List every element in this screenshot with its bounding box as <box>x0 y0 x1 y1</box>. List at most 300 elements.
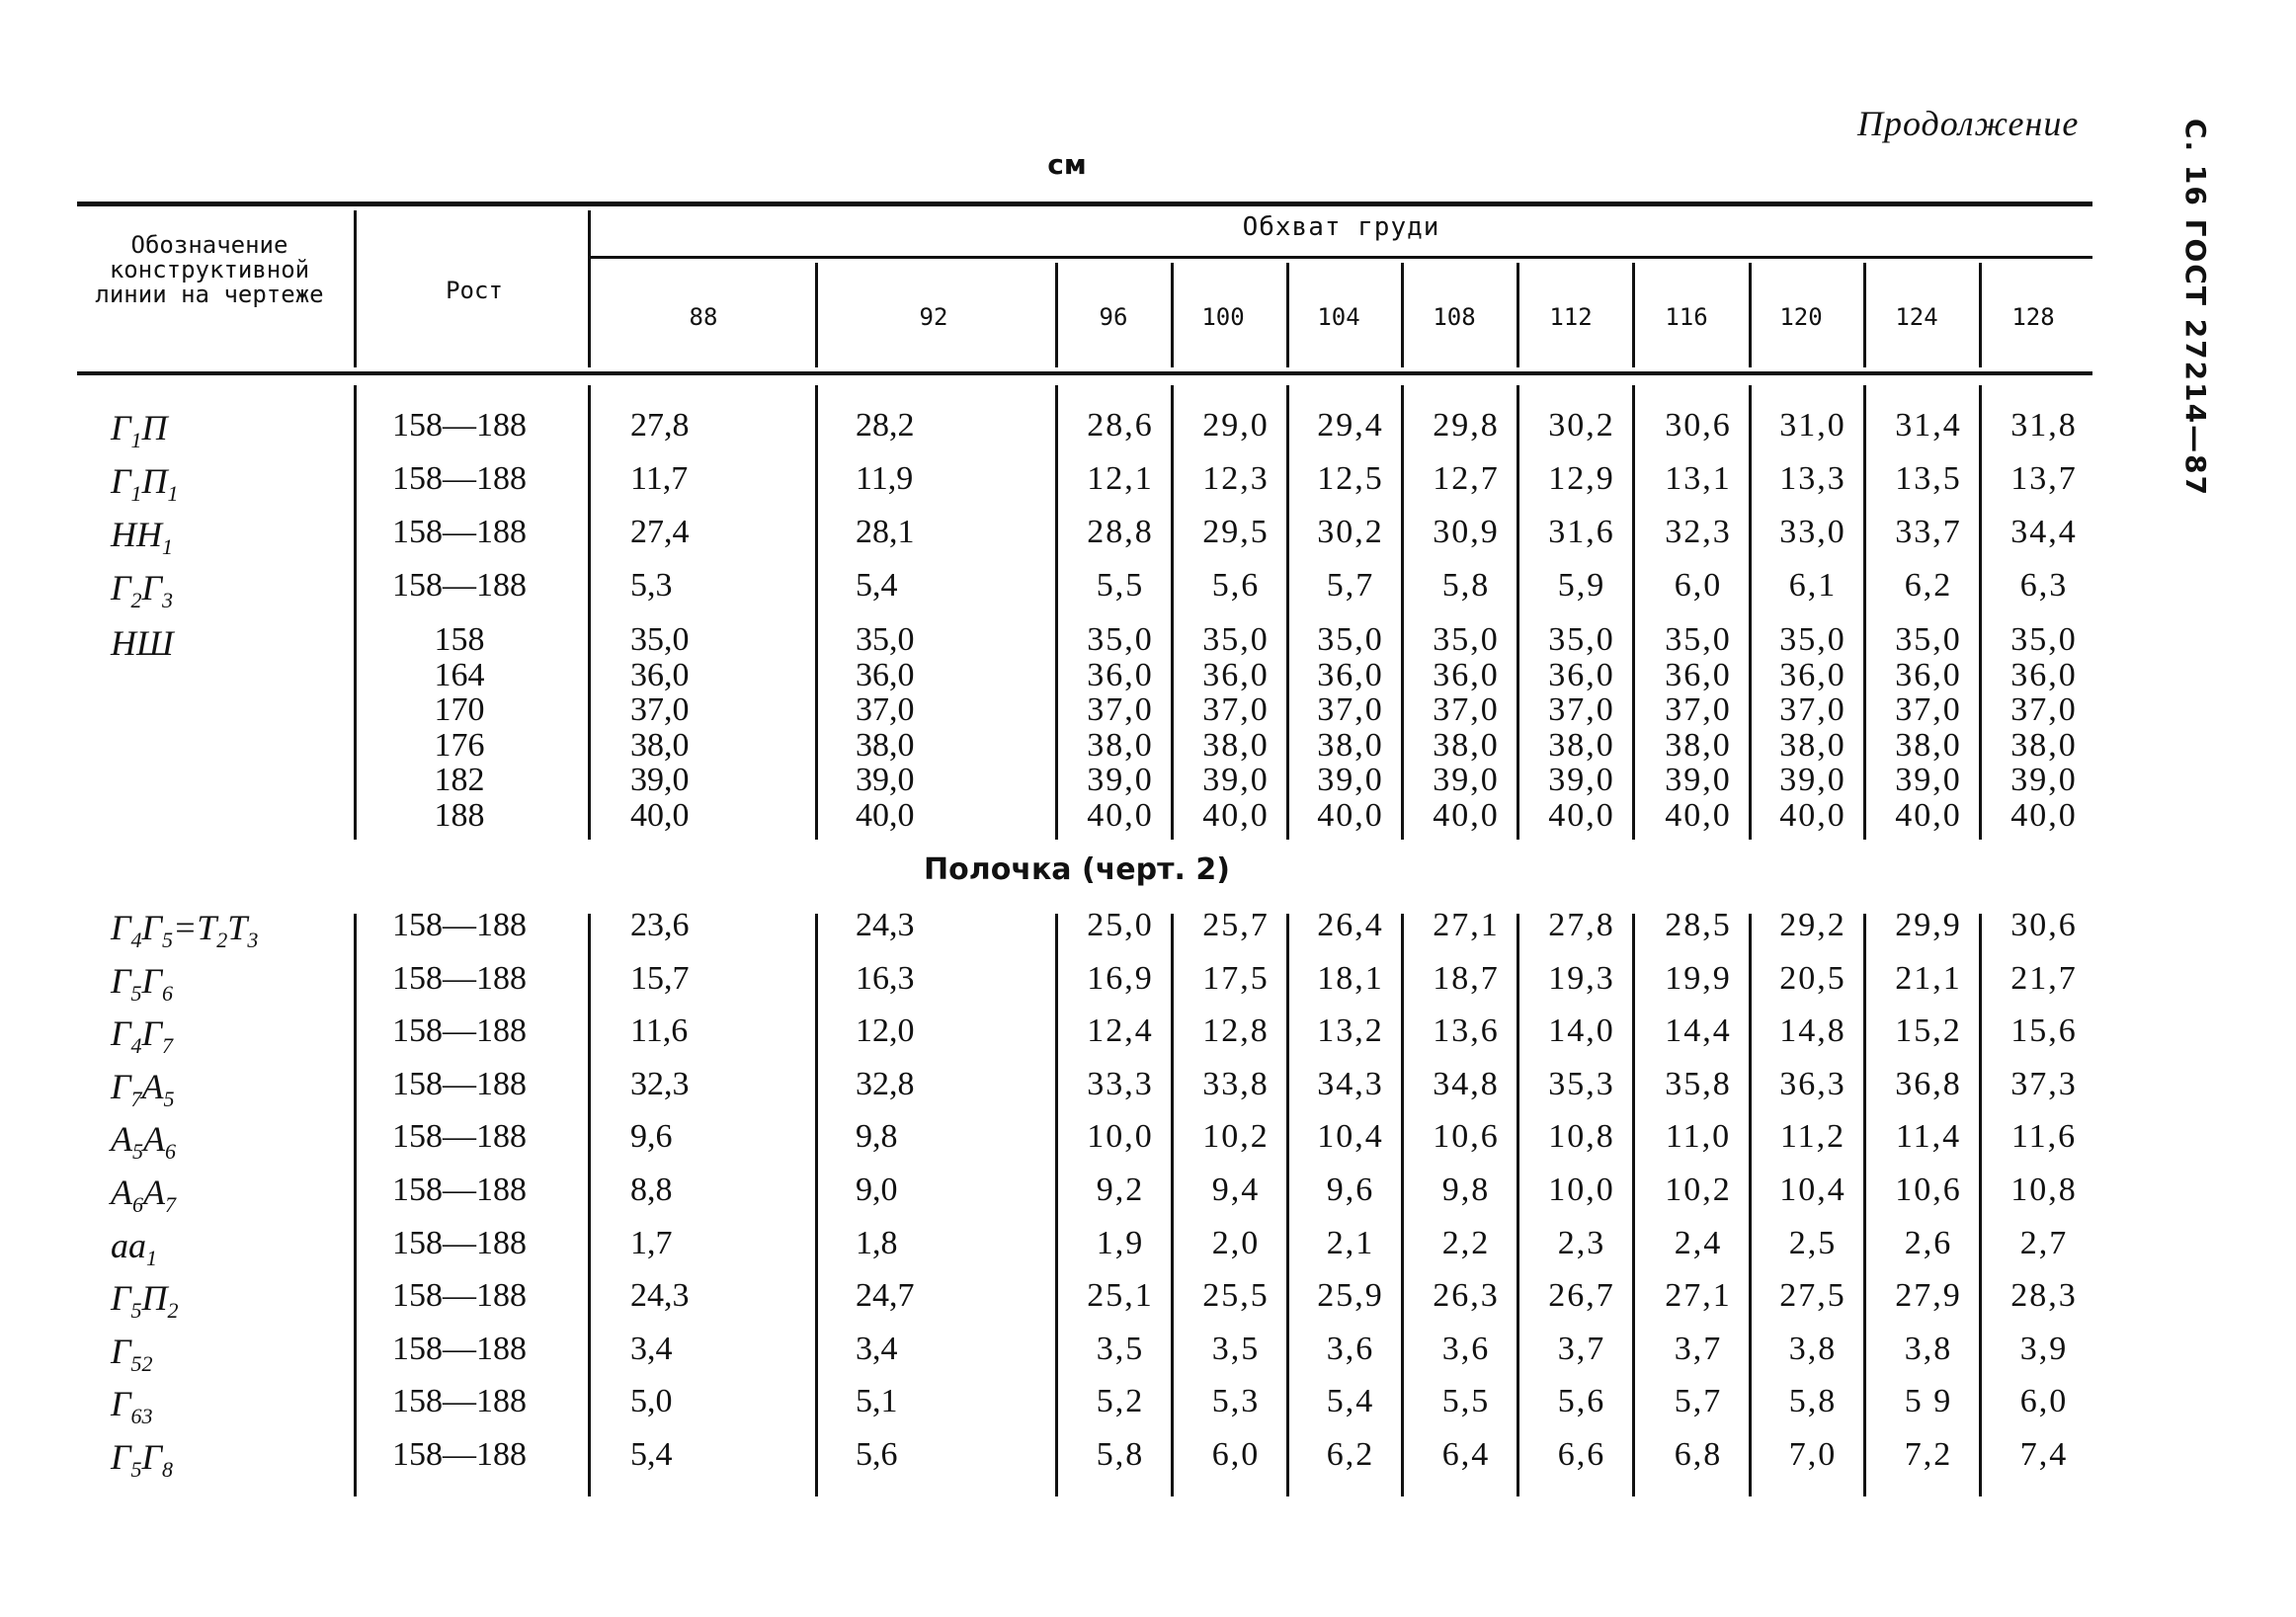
row-designation: $аа_1$ <box>111 1225 157 1270</box>
table-row <box>0 407 2296 460</box>
table-cell: 28,2 <box>856 407 915 444</box>
nsh-height: 164 <box>434 656 485 693</box>
table-cell: 38,0 <box>856 726 915 764</box>
nsh-column <box>630 622 747 833</box>
table-cell: 9,6 <box>1326 1172 1375 1208</box>
table-cell: 17,5 <box>1202 959 1270 997</box>
row-designation: $Г_4Г_7$ <box>111 1013 173 1059</box>
table-cell: 34,4 <box>2010 514 2078 550</box>
table-cell: 15,7 <box>630 959 690 997</box>
nsh-column <box>1408 622 1524 833</box>
table-cell: 39,0 <box>1548 762 1615 798</box>
row-height: 158—188 <box>392 407 527 444</box>
table-cell: 13,7 <box>2010 460 2078 497</box>
table-cell: 38,0 <box>1202 726 1270 764</box>
table-cell: 13,3 <box>1779 460 1846 497</box>
table-cell: 5,6 <box>856 1436 898 1473</box>
chest-size-header: 108 <box>1433 303 1476 331</box>
table-cell: 39,0 <box>1779 762 1846 798</box>
table-cell: 10,8 <box>1548 1118 1615 1156</box>
table-cell: 37,0 <box>1202 691 1270 728</box>
chest-subheader-rule <box>588 256 2092 259</box>
top-rule <box>77 202 2092 206</box>
table-cell: 35,0 <box>1779 621 1846 658</box>
chest-size-header: 128 <box>2011 303 2055 331</box>
table-row <box>0 460 2296 514</box>
table-cell: 38,0 <box>1433 726 1500 764</box>
table-cell: 35,0 <box>1665 621 1732 658</box>
table-row <box>0 1331 2296 1384</box>
table-cell: 5,4 <box>1326 1383 1375 1420</box>
table-cell: 9,4 <box>1211 1172 1261 1208</box>
table-cell: 33,8 <box>1202 1065 1270 1102</box>
side-page-header: С. 16 ГОСТ 27214—87 <box>2179 119 2212 498</box>
table-row <box>0 907 2296 960</box>
table-cell: 26,7 <box>1548 1277 1615 1315</box>
table-cell: 38,0 <box>1317 726 1384 764</box>
table-cell: 7,4 <box>2019 1436 2069 1473</box>
row-height: 158—188 <box>392 1012 527 1050</box>
nsh-column <box>1640 622 1757 833</box>
table-cell: 20,5 <box>1779 959 1846 997</box>
table-cell: 27,8 <box>1548 907 1615 943</box>
table-cell: 1,7 <box>630 1224 673 1261</box>
table-cell: 31,0 <box>1779 407 1846 444</box>
table-row <box>0 1225 2296 1278</box>
table-cell: 35,0 <box>1087 621 1154 658</box>
nsh-height: 158 <box>434 621 485 658</box>
table-cell: 13,5 <box>1895 460 1962 497</box>
table-cell: 40,0 <box>1779 796 1846 834</box>
table-row <box>0 1066 2296 1119</box>
header-divider <box>1863 263 1866 367</box>
table-cell: 9,6 <box>630 1118 673 1156</box>
table-cell: 36,0 <box>2010 656 2078 693</box>
table-cell: 28,8 <box>1087 514 1154 550</box>
table-cell: 32,8 <box>856 1065 915 1102</box>
table-cell: 35,0 <box>856 621 915 658</box>
table-row <box>0 1012 2296 1066</box>
table-row <box>0 567 2296 620</box>
row-designation: $Г_1П_1$ <box>111 461 179 507</box>
nsh-height: 188 <box>434 796 485 834</box>
table-cell: 10,2 <box>1202 1118 1270 1156</box>
header-divider <box>1632 263 1635 367</box>
table-cell: 36,0 <box>1433 656 1500 693</box>
table-cell: 3,6 <box>1441 1330 1491 1367</box>
row-designation: $А_5А_6$ <box>111 1119 176 1165</box>
table-cell: 3,6 <box>1326 1330 1375 1367</box>
header-divider <box>1171 263 1174 367</box>
table-cell: 38,0 <box>1548 726 1615 764</box>
table-cell: 1,8 <box>856 1224 898 1261</box>
row-height: 158—188 <box>392 907 527 943</box>
header-divider <box>1749 263 1752 367</box>
table-cell: 36,8 <box>1895 1065 1962 1102</box>
row-height: 158—188 <box>392 959 527 997</box>
designation-header: Обозначение конструктивной линии на чертеже <box>95 231 324 309</box>
row-designation: $Г_4Г_5=Т_2Т_3$ <box>111 908 259 953</box>
table-cell: 36,0 <box>1779 656 1846 693</box>
chest-size-header: 124 <box>1895 303 1938 331</box>
row-designation: $Г_5П_2$ <box>111 1278 179 1324</box>
table-cell: 23,6 <box>630 907 690 943</box>
nsh-column <box>1986 622 2102 833</box>
header-divider <box>1401 263 1404 367</box>
table-cell: 12,4 <box>1087 1012 1154 1050</box>
table-cell: 3,9 <box>2019 1330 2069 1367</box>
table-cell: 2,1 <box>1326 1224 1375 1261</box>
table-cell: 39,0 <box>1895 762 1962 798</box>
row-designation: $Г_{63}$ <box>111 1384 153 1429</box>
table-cell: 5,1 <box>856 1383 898 1420</box>
table-cell: 5,7 <box>1326 567 1375 604</box>
table-cell: 39,0 <box>1433 762 1500 798</box>
table-cell: 5,9 <box>1557 567 1606 604</box>
table-cell: 24,3 <box>856 907 915 943</box>
table-cell: 18,7 <box>1433 959 1500 997</box>
nsh-column <box>1178 622 1294 833</box>
table-cell: 29,4 <box>1317 407 1384 444</box>
table-row <box>0 1172 2296 1225</box>
table-cell: 29,8 <box>1433 407 1500 444</box>
table-cell: 27,1 <box>1665 1277 1732 1315</box>
table-cell: 2,6 <box>1904 1224 1953 1261</box>
table-cell: 37,0 <box>1548 691 1615 728</box>
table-cell: 36,0 <box>1202 656 1270 693</box>
table-cell: 38,0 <box>630 726 690 764</box>
table-cell: 35,8 <box>1665 1065 1732 1102</box>
chest-size-header: 112 <box>1549 303 1593 331</box>
chest-size-header: 104 <box>1317 303 1360 331</box>
nsh-height: 170 <box>434 691 485 728</box>
table-cell: 36,0 <box>1087 656 1154 693</box>
table-cell: 37,0 <box>1895 691 1962 728</box>
table-cell: 11,6 <box>2010 1118 2078 1156</box>
row-designation: $Г_5Г_6$ <box>111 960 173 1006</box>
table-cell: 29,9 <box>1895 907 1962 943</box>
nsh-column <box>1062 622 1179 833</box>
table-cell: 33,7 <box>1895 514 1962 550</box>
table-cell: 6,8 <box>1674 1436 1723 1473</box>
table-cell: 3,7 <box>1557 1330 1606 1367</box>
chest-size-header: 92 <box>919 303 948 331</box>
table-cell: 12,5 <box>1317 460 1384 497</box>
table-cell: 40,0 <box>1895 796 1962 834</box>
row-height: 158—188 <box>392 1172 527 1208</box>
table-cell: 27,8 <box>630 407 690 444</box>
row-height: 158—188 <box>392 1436 527 1473</box>
table-cell: 37,0 <box>2010 691 2078 728</box>
table-cell: 3,8 <box>1904 1330 1953 1367</box>
table-cell: 11,4 <box>1895 1118 1962 1156</box>
table-cell: 40,0 <box>1087 796 1154 834</box>
table-cell: 25,5 <box>1202 1277 1270 1315</box>
table-cell: 28,5 <box>1665 907 1732 943</box>
table-cell: 6,3 <box>2019 567 2069 604</box>
row-height: 158—188 <box>392 1118 527 1156</box>
table-cell: 6,0 <box>1211 1436 1261 1473</box>
row-designation: $Г_{52}$ <box>111 1331 153 1376</box>
table-cell: 36,0 <box>1665 656 1732 693</box>
table-cell: 5,3 <box>1211 1383 1261 1420</box>
table-cell: 39,0 <box>1202 762 1270 798</box>
table-cell: 14,8 <box>1779 1012 1846 1050</box>
table-cell: 27,1 <box>1433 907 1500 943</box>
row-height: 158—188 <box>392 514 527 550</box>
table-cell: 3,4 <box>630 1330 673 1367</box>
row-designation: $Г_7А_5$ <box>111 1066 175 1111</box>
table-cell: 21,7 <box>2010 959 2078 997</box>
table-cell: 36,3 <box>1779 1065 1846 1102</box>
row-designation: НШ <box>111 623 174 663</box>
table-cell: 30,6 <box>1665 407 1732 444</box>
table-cell: 30,2 <box>1548 407 1615 444</box>
table-cell: 40,0 <box>630 796 690 834</box>
table-cell: 5,6 <box>1211 567 1261 604</box>
table-cell: 9,8 <box>1441 1172 1491 1208</box>
table-cell: 37,0 <box>1779 691 1846 728</box>
table-cell: 1,9 <box>1096 1224 1145 1261</box>
table-cell: 38,0 <box>1665 726 1732 764</box>
table-cell: 15,2 <box>1895 1012 1962 1050</box>
table-cell: 10,6 <box>1895 1172 1962 1208</box>
table-cell: 9,2 <box>1096 1172 1145 1208</box>
row-designation: $НН_1$ <box>111 515 173 560</box>
table-cell: 35,0 <box>1433 621 1500 658</box>
table-cell: 12,9 <box>1548 460 1615 497</box>
nsh-column <box>1292 622 1409 833</box>
table-cell: 5,3 <box>630 567 673 604</box>
table-cell: 5,6 <box>1557 1383 1606 1420</box>
row-height: 158—188 <box>392 1277 527 1315</box>
table-cell: 5,4 <box>856 567 898 604</box>
table-cell: 37,0 <box>1665 691 1732 728</box>
table-cell: 5,0 <box>630 1383 673 1420</box>
row-designation: $Г_2Г_3$ <box>111 568 173 613</box>
nsh-column <box>1523 622 1640 833</box>
table-cell: 19,3 <box>1548 959 1615 997</box>
chest-size-header: 116 <box>1665 303 1708 331</box>
table-cell: 9,0 <box>856 1172 898 1208</box>
table-cell: 31,6 <box>1548 514 1615 550</box>
table-cell: 10,2 <box>1665 1172 1732 1208</box>
table-cell: 3,5 <box>1211 1330 1261 1367</box>
table-cell: 34,8 <box>1433 1065 1500 1102</box>
table-cell: 7,0 <box>1788 1436 1838 1473</box>
table-cell: 30,9 <box>1433 514 1500 550</box>
table-cell: 39,0 <box>630 762 690 798</box>
table-cell: 26,3 <box>1433 1277 1500 1315</box>
table-cell: 36,0 <box>1895 656 1962 693</box>
table-cell: 25,7 <box>1202 907 1270 943</box>
table-cell: 9,8 <box>856 1118 898 1156</box>
row-designation: $А_6А_7$ <box>111 1172 176 1218</box>
table-cell: 3,4 <box>856 1330 898 1367</box>
table-cell: 25,9 <box>1317 1277 1384 1315</box>
nsh-column <box>856 622 972 833</box>
table-cell: 5 9 <box>1904 1383 1953 1420</box>
table-cell: 3,8 <box>1788 1330 1838 1367</box>
table-cell: 7,2 <box>1904 1436 1953 1473</box>
table-cell: 8,8 <box>630 1172 673 1208</box>
table-row <box>0 1118 2296 1172</box>
row-designation: $Г_5Г_8$ <box>111 1437 173 1483</box>
table-cell: 3,7 <box>1674 1330 1723 1367</box>
table-cell: 40,0 <box>856 796 915 834</box>
row-height: 158—188 <box>392 1065 527 1102</box>
table-cell: 37,3 <box>2010 1065 2078 1102</box>
table-cell: 13,2 <box>1317 1012 1384 1050</box>
table-cell: 3,5 <box>1096 1330 1145 1367</box>
table-cell: 38,0 <box>1779 726 1846 764</box>
table-cell: 25,0 <box>1087 907 1154 943</box>
table-cell: 14,4 <box>1665 1012 1732 1050</box>
row-height: 158—188 <box>392 1383 527 1420</box>
chest-girth-header: Обхват груди <box>1242 212 1440 242</box>
table-cell: 36,0 <box>856 656 915 693</box>
table-row <box>0 1277 2296 1331</box>
table-cell: 2,7 <box>2019 1224 2069 1261</box>
table-cell: 11,7 <box>630 460 689 497</box>
table-cell: 35,0 <box>1202 621 1270 658</box>
nsh-height: 176 <box>434 726 485 764</box>
table-cell: 40,0 <box>1665 796 1732 834</box>
row-height: 158—188 <box>392 1330 527 1367</box>
nsh-heights <box>385 622 533 833</box>
table-cell: 13,6 <box>1433 1012 1500 1050</box>
table-cell: 39,0 <box>1087 762 1154 798</box>
table-cell: 31,4 <box>1895 407 1962 444</box>
table-cell: 6,6 <box>1557 1436 1606 1473</box>
table-cell: 5,8 <box>1096 1436 1145 1473</box>
table-cell: 11,6 <box>630 1012 689 1050</box>
table-cell: 5,4 <box>630 1436 673 1473</box>
table-cell: 16,3 <box>856 959 915 997</box>
table-cell: 35,0 <box>630 621 690 658</box>
table-cell: 11,2 <box>1779 1118 1846 1156</box>
table-cell: 35,0 <box>1895 621 1962 658</box>
table-cell: 37,0 <box>856 691 915 728</box>
header-divider <box>1286 263 1289 367</box>
table-cell: 10,8 <box>2010 1172 2078 1208</box>
table-cell: 39,0 <box>856 762 915 798</box>
table-cell: 5,8 <box>1788 1383 1838 1420</box>
nsh-column <box>1755 622 1871 833</box>
table-cell: 6,0 <box>2019 1383 2069 1420</box>
table-cell: 40,0 <box>1317 796 1384 834</box>
table-cell: 2,4 <box>1674 1224 1723 1261</box>
nsh-column <box>1870 622 1987 833</box>
table-cell: 38,0 <box>2010 726 2078 764</box>
table-cell: 40,0 <box>1548 796 1615 834</box>
row-height: 158—188 <box>392 567 527 604</box>
table-cell: 32,3 <box>1665 514 1732 550</box>
header-divider <box>815 263 818 367</box>
table-cell: 32,3 <box>630 1065 690 1102</box>
table-cell: 36,0 <box>1317 656 1384 693</box>
table-cell: 27,5 <box>1779 1277 1846 1315</box>
row-height: 158—188 <box>392 1224 527 1261</box>
chest-size-header: 88 <box>689 303 718 331</box>
table-cell: 26,4 <box>1317 907 1384 943</box>
table-cell: 6,2 <box>1904 567 1953 604</box>
table-cell: 35,0 <box>1317 621 1384 658</box>
height-header: Рост <box>446 277 503 304</box>
table-cell: 38,0 <box>1895 726 1962 764</box>
table-cell: 36,0 <box>630 656 690 693</box>
table-cell: 37,0 <box>630 691 690 728</box>
table-cell: 10,0 <box>1087 1118 1154 1156</box>
table-row <box>0 1436 2296 1490</box>
table-cell: 6,4 <box>1441 1436 1491 1473</box>
table-cell: 10,0 <box>1548 1172 1615 1208</box>
table-cell: 14,0 <box>1548 1012 1615 1050</box>
header-divider <box>1055 263 1058 367</box>
table-cell: 12,1 <box>1087 460 1154 497</box>
table-cell: 37,0 <box>1087 691 1154 728</box>
table-cell: 40,0 <box>1433 796 1500 834</box>
header-divider <box>1979 263 1982 367</box>
table-cell: 28,1 <box>856 514 915 550</box>
table-cell: 12,0 <box>856 1012 915 1050</box>
table-cell: 29,5 <box>1202 514 1270 550</box>
table-cell: 10,4 <box>1779 1172 1846 1208</box>
table-cell: 35,0 <box>2010 621 2078 658</box>
table-cell: 24,3 <box>630 1277 690 1315</box>
table-cell: 39,0 <box>2010 762 2078 798</box>
table-cell: 35,0 <box>1548 621 1615 658</box>
table-cell: 24,7 <box>856 1277 915 1315</box>
table-cell: 5,5 <box>1096 567 1145 604</box>
table-cell: 27,9 <box>1895 1277 1962 1315</box>
table-cell: 16,9 <box>1087 959 1154 997</box>
table-cell: 6,1 <box>1788 567 1838 604</box>
table-cell: 12,3 <box>1202 460 1270 497</box>
table-row <box>0 960 2296 1013</box>
table-row <box>0 1383 2296 1436</box>
table-cell: 28,6 <box>1087 407 1154 444</box>
table-cell: 33,0 <box>1779 514 1846 550</box>
table-cell: 28,3 <box>2010 1277 2078 1315</box>
table-cell: 2,5 <box>1788 1224 1838 1261</box>
table-cell: 5,2 <box>1096 1383 1145 1420</box>
table-cell: 27,4 <box>630 514 690 550</box>
table-cell: 6,0 <box>1674 567 1723 604</box>
row-designation: $Г_1П$ <box>111 408 168 453</box>
table-cell: 21,1 <box>1895 959 1962 997</box>
table-cell: 5,8 <box>1441 567 1491 604</box>
table-cell: 2,2 <box>1441 1224 1491 1261</box>
table-cell: 39,0 <box>1317 762 1384 798</box>
table-cell: 5,7 <box>1674 1383 1723 1420</box>
header-divider <box>354 210 357 367</box>
section-title: Полочка (черт. 2) <box>924 852 1230 887</box>
table-cell: 19,9 <box>1665 959 1732 997</box>
continuation-label: Продолжение <box>1857 104 2080 143</box>
table-cell: 40,0 <box>1202 796 1270 834</box>
table-cell: 30,6 <box>2010 907 2078 943</box>
table-cell: 30,2 <box>1317 514 1384 550</box>
chest-size-header: 120 <box>1779 303 1823 331</box>
table-cell: 37,0 <box>1317 691 1384 728</box>
row-height: 158—188 <box>392 460 527 497</box>
table-cell: 2,0 <box>1211 1224 1261 1261</box>
nsh-height: 182 <box>434 762 485 798</box>
table-cell: 37,0 <box>1433 691 1500 728</box>
table-cell: 11,0 <box>1665 1118 1732 1156</box>
table-cell: 12,7 <box>1433 460 1500 497</box>
